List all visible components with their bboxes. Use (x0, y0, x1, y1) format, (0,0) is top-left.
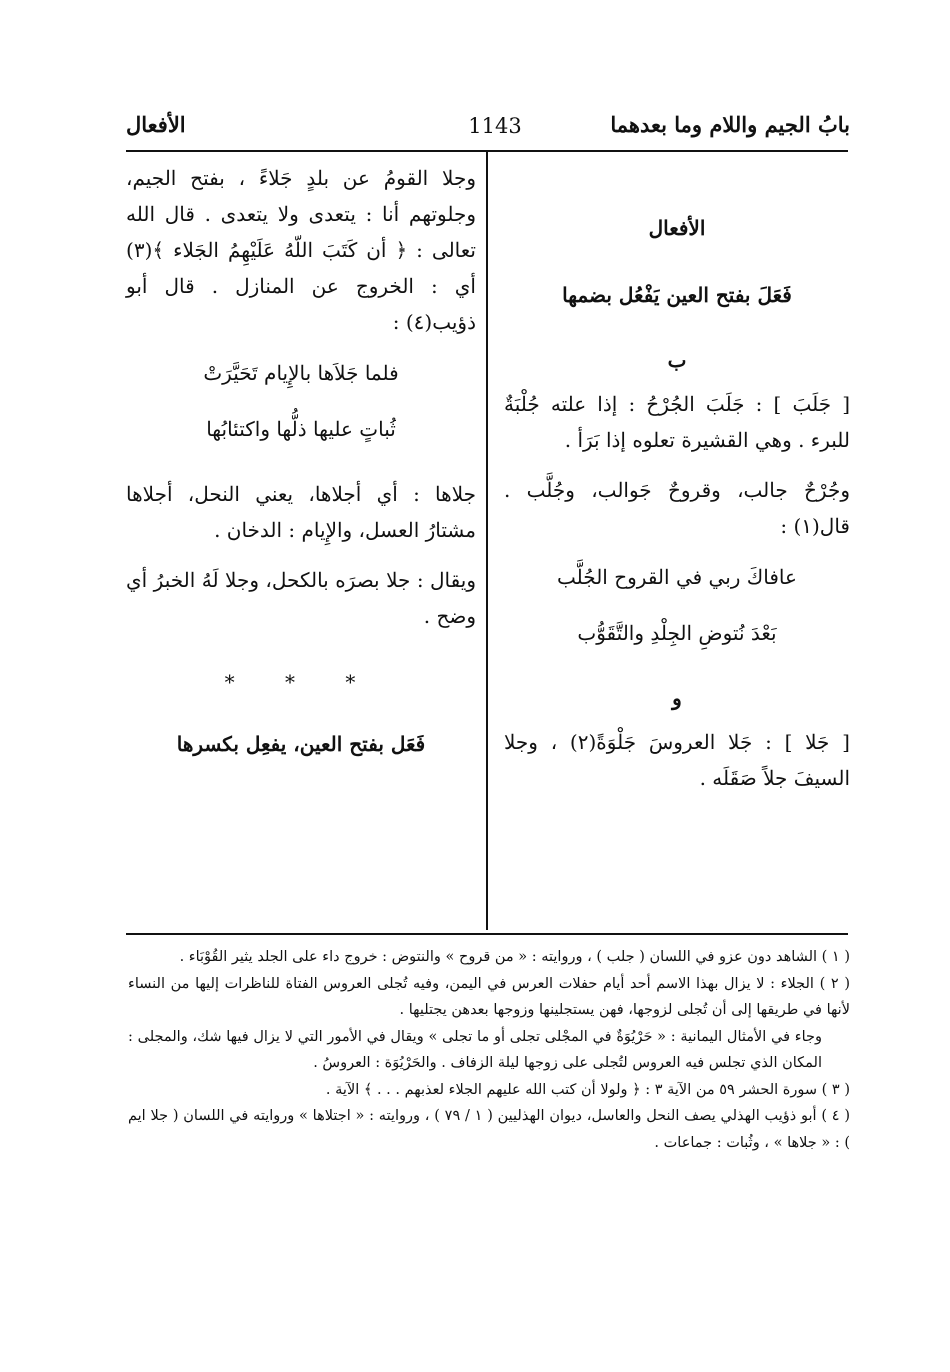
entry-jala-continued: وجلا القومُ عن بلدٍ جَلاءً ، بفتح الجيم، وجلوتهم أنا : يتعدى ولا يتعدى . قال الله تعالى : ﴿ أن كَتَبَ اللّهُ عَلَيْهِمُ الجَلاء ﴾(٣) أي : الخروج عن المنازل . قال أبو ذؤيب(٤) : (126, 166, 476, 334)
running-header-chapter: بابُ الجيم واللام وما بعدهما (610, 112, 850, 137)
column-divider (486, 152, 488, 930)
footnote-rule (126, 933, 848, 935)
verse-line-2: بَعْدَ نُتوضِ الجِلْدِ والتَّقَوُّب (577, 621, 777, 645)
entry-jala: [ جَلا ] : جَلا العروسَ جَلْوَةً(٢) ، وجلا السيفَ جلاً صَقَلَه . (504, 730, 850, 790)
footnote-4: ( ٤ ) أبو ذؤيب الهذلي يصف النحل والعاسل، ديوان الهذليين ( ١ / ٧٩ ) ، وروايته : « اجتلاها » وروايته في اللسان ( جلا ايم ) : « جلاها » ، وثُبات : جماعات . (128, 1108, 850, 1151)
footnote-2-continued: وجاء في الأمثال اليمانية : « حَرْيُوَةٌ في المجْلى تجلى أو ما تجلى » ويقال في الأمور التي لا يزال فيها شك، والمجلى : المكان الذي تجلس فيه العروس لتُجلى على زوجها ليلة الزفاف . والحَرْيُوَة : العروسُ . (128, 1028, 822, 1071)
entry-jalab-plural: وجُرْحٌ جالب، وقروحٌ جَوالب، وجُلَّب . قال(١) : (504, 478, 850, 538)
letter-heading-b: ب (667, 348, 687, 372)
running-header-section: الأفعال (126, 112, 186, 137)
entry-jalab: [ جَلَبَ ] : جَلَبَ الجُرْحُ : إذا علته جُلْبَةٌ للبرء . وهي القشيرة تعلوه إذا بَرَأ . (504, 392, 850, 452)
footnotes (128, 944, 850, 1156)
section-title-faal-kasr: فَعَل بفتح العين، يفعِل بكسرها (176, 732, 426, 756)
footnote-2: ( ٢ ) الجلاء : لا يزال بهذا الاسم أحد أيام حفلات العرس في اليمن، وفيه تُجلى العروس الفتاة للناظرات إليها من النساء لأنها في طريقها إلى أن تُجلى لزوجها، فهن يستجلينها وزوجها بعدهن يجتليها . (128, 975, 850, 1018)
verse-line-1: عافاكَ ربي في القروح الجُلَّب (557, 565, 797, 589)
footnote-1: ( ١ ) الشاهد دون عزو في اللسان ( جلب ) ، وروايته : « من قروح » والنتوض : خروج داء على الجلد يثير القُوْبَاء . (179, 949, 850, 965)
left-column (126, 160, 476, 764)
section-title-afaal: الأفعال (648, 216, 706, 240)
verse-explanation: جلاها : أي أجلاها، يعني النحل، أجلاها مشتارُ العسل، والإِيام : الدخان . (126, 482, 476, 542)
section-separator-stars: * * * (224, 670, 378, 694)
entry-jala-basar: ويقال : جلا بصرَه بالكحل، وجلا لَهُ الخبرُ أي وضح . (126, 568, 476, 628)
verse-line-1: فلما جَلاَها بالإِيام تَحَيَّرَتْ (203, 361, 399, 385)
letter-heading-w: و (672, 686, 682, 710)
page-number: 1143 (468, 114, 522, 138)
verse-line-2: ثُباتٍ عليها ذلُّها واكتئابُها (206, 417, 396, 441)
footnote-3: ( ٣ ) سورة الحشر ٥٩ من الآية ٣ : ﴿ ولولا أن كتب الله عليهم الجلاء لعذبهم . . . ﴾ الآية . (325, 1081, 850, 1098)
right-column (504, 160, 850, 796)
subsection-title: فَعَلَ بفتح العين يَفْعُل بضمها (562, 283, 792, 307)
